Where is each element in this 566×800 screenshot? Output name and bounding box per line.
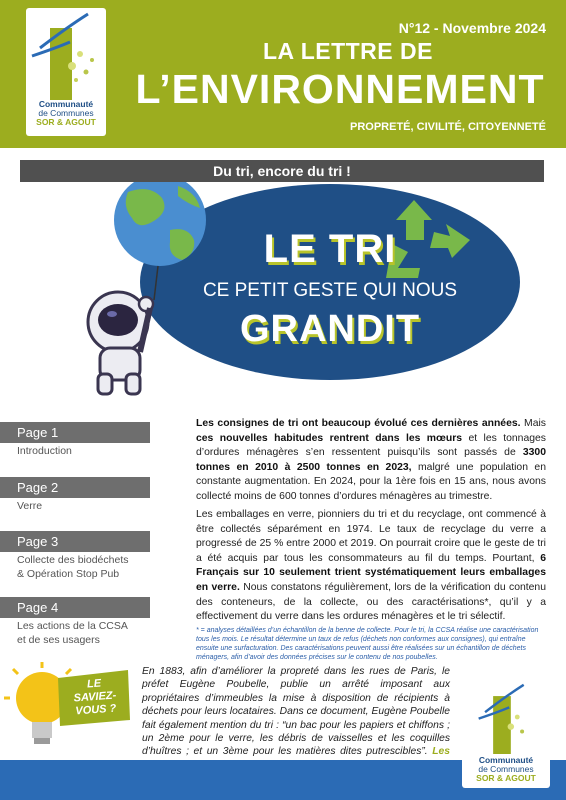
article-paragraph-1 bbox=[196, 417, 546, 505]
article-p1-segment: Les consignes de tri ont beaucoup évolué ces dernières années. bbox=[196, 418, 521, 429]
title-line1: LA LETTRE DE bbox=[263, 38, 433, 64]
footer-logo-line3: SOR & AGOUT bbox=[476, 773, 536, 783]
article-p1-segment: Mais bbox=[520, 418, 546, 429]
footer-logo-line2: de Communes bbox=[478, 764, 534, 774]
logo-line2: de Communes bbox=[38, 108, 94, 118]
header-band bbox=[0, 0, 566, 148]
sidebar-page3-label2: & Opération Stop Pub bbox=[17, 568, 120, 580]
title-line2: L’ENVIRONNEMENT bbox=[135, 66, 545, 112]
did-you-know-conclusion: Les bbox=[432, 746, 450, 758]
astronaut-icon bbox=[88, 292, 153, 394]
sidebar-page2[interactable]: Page 2 bbox=[0, 477, 150, 498]
did-you-know-badge bbox=[61, 676, 130, 720]
article-footnote: * = analyses détaillées d’un échantillon de la benne de collecte. Pour le tri, la CCSA réalise une caractérisation tous les mois. Le résultat détermine un taux de refus (déchets non conformes aux consignes), qui entraîne ensuite une surfacturation. Des caractérisations peuvent aussi être réalisées sur un échantillon de déchets ménagers, afin d’avoir des données précises sur le contenu de nos poubelles. bbox=[196, 627, 539, 661]
article-p1-segment: ces nouvelles habitudes rentrent dans les mœurs bbox=[196, 432, 463, 444]
logo-line1: Communauté bbox=[38, 99, 94, 109]
sidebar-page1-label: Introduction bbox=[17, 445, 72, 457]
sidebar-page3-label1: Collecte des biodéchets bbox=[17, 554, 129, 566]
logo-graphic bbox=[26, 8, 106, 100]
ccsa-logo bbox=[26, 8, 106, 136]
logo-line3: SOR & AGOUT bbox=[36, 117, 96, 127]
article-p1-segment: 3300 tonnes en 2010 à 2500 tonnes en 2023, bbox=[196, 447, 546, 473]
issue-number: N°12 - Novembre 2024 bbox=[398, 20, 546, 36]
sidebar-page4-label2: et de ses usagers bbox=[17, 634, 100, 646]
did-you-know-text bbox=[142, 665, 450, 772]
sidebar-page3[interactable]: Page 3 bbox=[0, 531, 150, 552]
article-p2-segment: 6 Français sur 10 seulement trient systématiquement leurs emballages en verre. bbox=[196, 552, 546, 593]
article-p1-segment: et les tonnages d’ordures ménagères s’en ressentent puisqu’ils sont passés de bbox=[196, 432, 546, 459]
hero-illustration bbox=[0, 182, 566, 397]
did-you-know-body: En 1883, afin d’améliorer la propreté dans les rues de Paris, le préfet Eugène Poubelle, publie un arrêté imposant aux propriétaires d’immeubles la mise à disposition de récipients à déchets pour leurs locataires. Dans ce document, Eugène Poubelle fait également mention du tri : “un bac pour les papiers et chiffons ; un 2ème pour le verre, les débris de vaisselles et les coquilles d’huîtres ; et un 3ème pour les matières dites putrescibles”. bbox=[142, 666, 450, 758]
ccsa-logo-footer bbox=[462, 680, 550, 788]
article-paragraph-2 bbox=[196, 508, 546, 625]
badge-line3: VOUS ? bbox=[75, 702, 117, 718]
hero-title-line3: GRANDIT bbox=[239, 308, 421, 350]
footer-logo-line1: Communauté bbox=[478, 755, 534, 765]
section-banner: Du tri, encore du tri ! bbox=[20, 160, 544, 182]
sidebar-page4[interactable]: Page 4 bbox=[0, 597, 150, 618]
badge-line2: SAVIEZ- bbox=[73, 689, 117, 705]
badge-line1: LE bbox=[86, 677, 102, 691]
article-p1-segment: malgré une population en constante augmentation. En 2024, pour la 1ère fois en 15 ans, nous avons collecté moins de 600 tonnes d’ordures ménagères au trimestre. bbox=[196, 461, 546, 502]
hero-title-line2: CE PETIT GESTE QUI NOUS bbox=[202, 280, 458, 301]
hero-title-line1: LE TRI bbox=[263, 227, 397, 271]
sidebar-page1[interactable]: Page 1 bbox=[0, 422, 150, 443]
sidebar-page4-label1: Les actions de la CCSA bbox=[17, 620, 128, 632]
article-p2-segment: Nous constatons régulièrement, lors de la vérification du contenu des conteneurs, de la collecte, ou des caractérisations*, qu’il y a effectivement du verre dans les ordures ménagères et le tri sélectif. bbox=[196, 581, 546, 623]
header-subtitle: PROPRETÉ, CIVILITÉ, CITOYENNETÉ bbox=[350, 121, 546, 133]
footer-logo-graphic bbox=[462, 680, 550, 754]
sidebar-page2-label: Verre bbox=[17, 500, 43, 512]
article-p2-segment: Les emballages en verre, pionniers du tri et du recyclage, ont commencé à être collectés séparément en 1974. Le taux de recyclage du verre a progressé de 25 % entre 2000 et 2019. On pourrait croire que le geste de tri a été acquis par tous les consommateurs au fil du temps. Pourtant, bbox=[196, 509, 546, 564]
